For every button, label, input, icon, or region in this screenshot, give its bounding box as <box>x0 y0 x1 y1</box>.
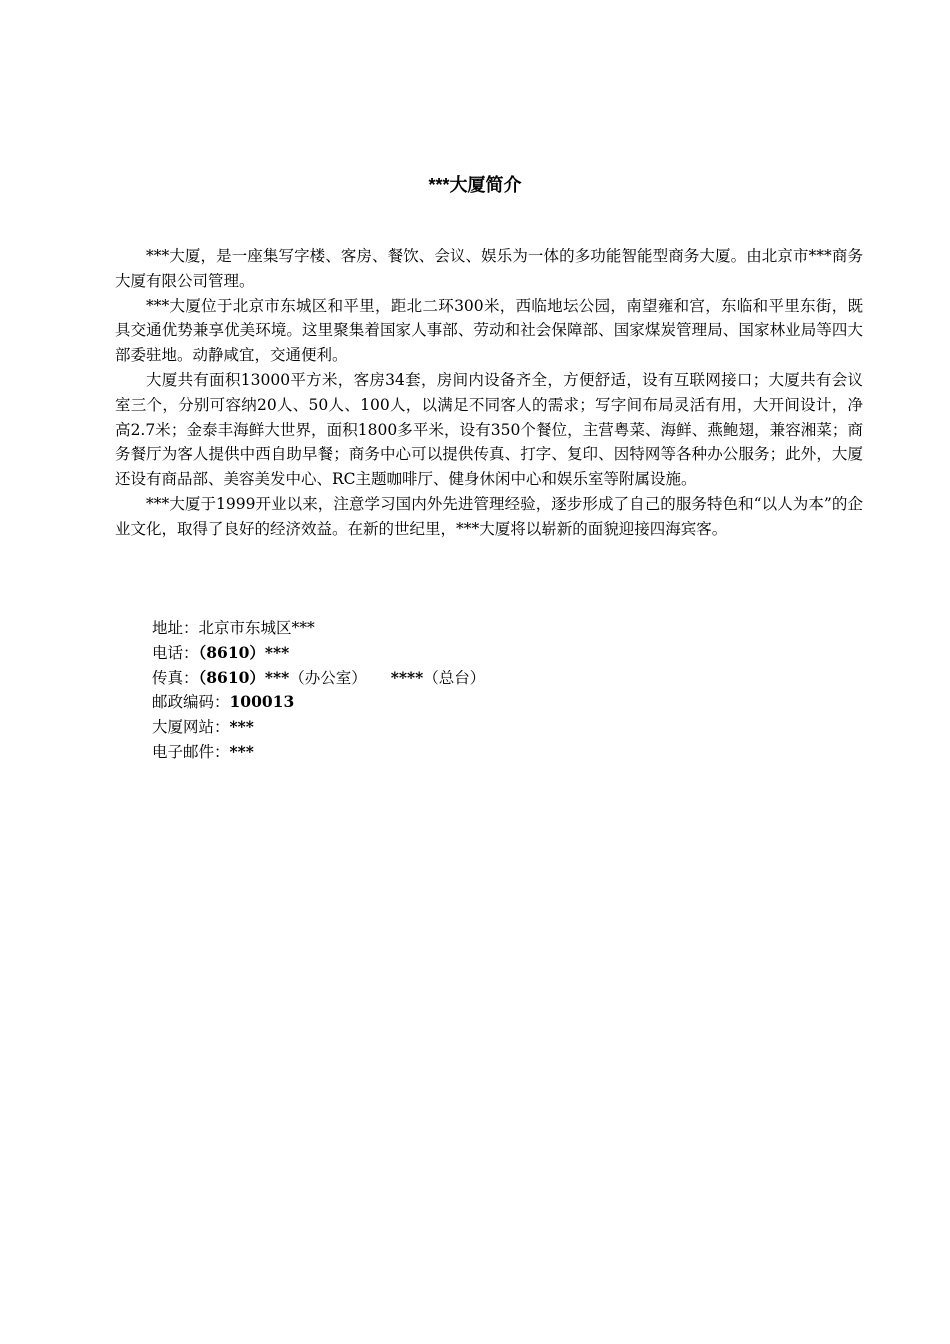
email-line <box>152 740 852 765</box>
fax-desk-value: **** <box>390 667 424 687</box>
facilities-paragraph: 大厦共有面积13000平方米，客房34套，房间内设备齐全，方便舒适，设有互联网接口；大厦共有会议室三个，分别可容纳20人、50人、100人，以满足不同客人的需求；写字间布局灵活有用，大开间设计，净高2.7米；金泰丰海鲜大世界，面积1800多平米，设有350个餐位，主营粤菜、海鲜、燕鲍翅，兼容湘菜；商务餐厅为客人提供中西自助早餐；商务中心可以提供传真、打字、复印、因特网等各种办公服务；此外，大厦还设有商品部、美容美发中心、RC主题咖啡厅、健身休闲中心和娱乐室等附属设施。 <box>115 370 863 489</box>
body-text <box>115 244 863 542</box>
phone-line <box>152 641 852 666</box>
fax-office-note: （办公室） <box>289 668 367 687</box>
intro-paragraph: ***大厦，是一座集写字楼、客房、餐饮、会议、娱乐为一体的多功能智能型商务大厦。由北京市***商务大厦有限公司管理。 <box>115 247 863 290</box>
email-value[interactable]: *** <box>229 741 254 761</box>
location-paragraph: ***大厦位于北京市东城区和平里，距北二环300米，西临地坛公园，南望雍和宫，东临和平里东街，既具交通优势兼享优美环境。这里聚集着国家人事部、劳动和社会保障部、国家煤炭管理局、国家林业局等四大部委驻地。动静咸宜，交通便利。 <box>115 296 863 365</box>
address-line <box>152 616 852 641</box>
address-value: 北京市东城区*** <box>198 619 315 637</box>
fax-line <box>152 666 852 691</box>
website-value[interactable]: *** <box>229 717 254 737</box>
postcode-line <box>152 690 852 715</box>
contact-info <box>152 616 852 765</box>
fax-office-value: （8610）*** <box>198 667 290 687</box>
postcode-label: 邮政编码： <box>152 693 230 712</box>
postcode-value: 100013 <box>229 692 295 712</box>
fax-label: 传真： <box>152 668 199 687</box>
website-label: 大厦网站： <box>152 718 230 737</box>
fax-desk-note: （总台） <box>423 668 486 687</box>
email-label: 电子邮件： <box>152 742 230 761</box>
phone-label: 电话： <box>152 643 199 662</box>
history-paragraph: ***大厦于1999开业以来，注意学习国内外先进管理经验，逐步形成了自己的服务特色和“以人为本”的企业文化，取得了良好的经济效益。在新的世纪里，***大厦将以崭新的面貌迎接四海宾客。 <box>115 494 863 538</box>
website-line <box>152 715 852 740</box>
page-title: ***大厦简介 <box>428 175 522 195</box>
address-label: 地址： <box>152 619 199 637</box>
phone-value: （8610）*** <box>198 642 290 662</box>
